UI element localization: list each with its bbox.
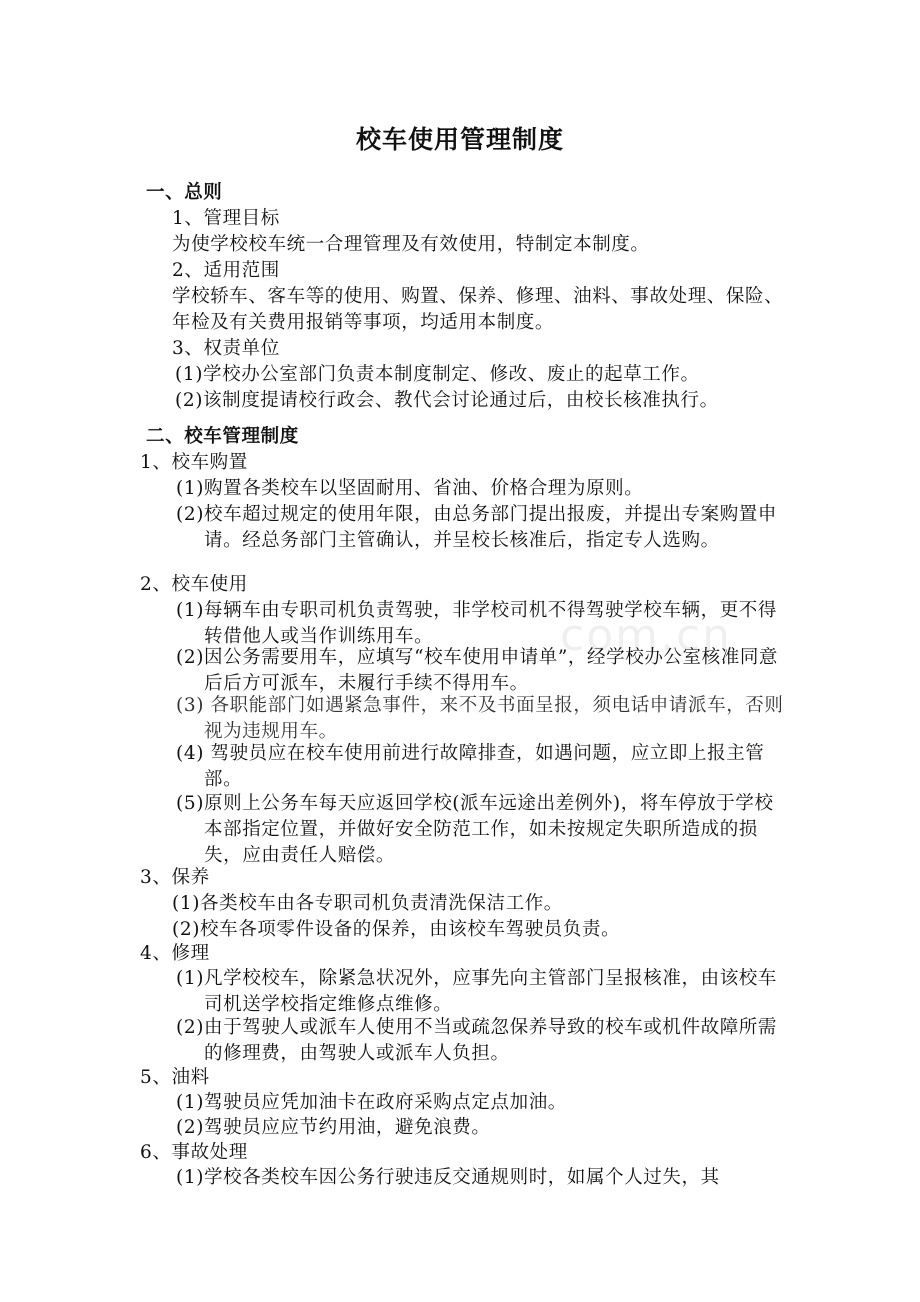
list-item: (1)学校办公室部门负责本制度制定、修改、废止的起草工作。	[175, 364, 700, 385]
list-item: (2)校车超过规定的使用年限，由总务部门提出报废，并提出专案购置申请。经总务部门主管确认，并呈校长核准后，指定专人选购。	[176, 504, 778, 551]
paragraph-scope: 学校轿车、客车等的使用、购置、保养、修理、油料、事故处理、保险、年检及有关费用报销等事项，均适用本制度。	[172, 286, 784, 333]
subheading-purchase: 1、校车购置	[140, 452, 248, 473]
list-item: (4) 驾驶员应在校车使用前进行故障排查，如遇问题，应立即上报主管部。	[176, 743, 765, 790]
subheading-fuel: 5、油料	[140, 1067, 210, 1088]
list-item: (1)每辆车由专职司机负责驾驶，非学校司机不得驾驶学校车辆，更不得转借他人或当作训练用车。	[176, 600, 778, 647]
subheading-maintenance: 3、保养	[140, 867, 210, 888]
subheading-responsibility: 3、权责单位	[172, 338, 280, 359]
list-item: (2)校车各项零件设备的保养，由该校车驾驶员负责。	[172, 919, 621, 940]
section-heading-management: 二、校车管理制度	[146, 426, 299, 447]
list-item: (2)驾驶员应应节约用油，避免浪费。	[176, 1117, 491, 1138]
watermark: com.cn	[560, 610, 733, 661]
list-item: (1)各类校车由各专职司机负责清洗保洁工作。	[172, 893, 563, 914]
subheading-goal: 1、管理目标	[172, 208, 280, 229]
list-item: (1)凡学校校车，除紧急状况外，应事先向主管部门呈报核准，由该校车司机送学校指定维修点维修。	[176, 968, 778, 1015]
list-item: (2)由于驾驶人或派车人使用不当或疏忽保养导致的校车或机件故障所需的修理费，由驾驶人或派车人负担。	[176, 1017, 778, 1064]
subheading-scope: 2、适用范围	[172, 260, 280, 281]
list-item: (2)该制度提请校行政会、教代会讨论通过后，由校长核准执行。	[175, 390, 719, 411]
section-heading-general: 一、总则	[146, 182, 223, 203]
list-item: (2)因公务需要用车，应填写“校车使用申请单”，经学校办公室核准同意后后方可派车，未履行手续不得用车。	[176, 647, 779, 694]
subheading-usage: 2、校车使用	[140, 574, 248, 595]
list-item: (1)购置各类校车以坚固耐用、省油、价格合理为原则。	[176, 478, 644, 499]
list-item: (5)原则上公务车每天应返回学校(派车远途出差例外)，将车停放于学校本部指定位置，并做好安全防范工作，如未按规定失职所造成的损失，应由责任人赔偿。	[176, 793, 774, 866]
page-title: 校车使用管理制度	[355, 125, 564, 154]
list-item: (3) 各职能部门如遇紧急事件，来不及书面呈报，须电话申请派车，否则视为违规用车。	[176, 695, 784, 742]
list-item: (1)学校各类校车因公务行驶违反交通规则时，如属个人过失，其	[176, 1167, 720, 1188]
subheading-repair: 4、修理	[140, 943, 210, 964]
subheading-accident: 6、事故处理	[140, 1142, 248, 1163]
paragraph-goal: 为使学校校车统一合理管理及有效使用，特制定本制度。	[172, 234, 650, 255]
list-item: (1)驾驶员应凭加油卡在政府采购点定点加油。	[176, 1092, 567, 1113]
